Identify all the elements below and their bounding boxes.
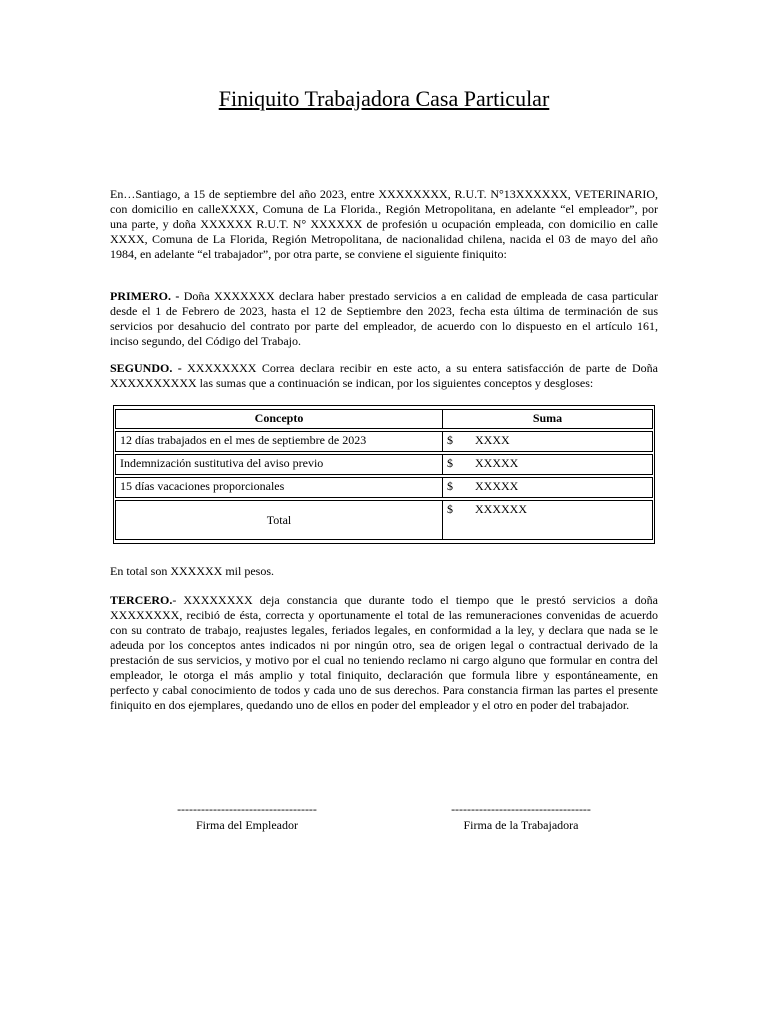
clause-tercero — [110, 593, 658, 713]
document-title: Finiquito Trabajadora Casa Particular — [218, 86, 550, 111]
total-sentence: En total son XXXXXX mil pesos. — [110, 564, 274, 578]
header-concepto: Concepto — [115, 409, 443, 429]
currency-sign: $ — [447, 456, 453, 470]
amount-value: XXXXX — [475, 456, 519, 470]
worker-signature-block — [421, 801, 621, 833]
clause-tercero-label: TERCERO. — [110, 593, 173, 607]
table-row — [115, 477, 653, 498]
table-row — [115, 431, 653, 452]
clause-segundo-label: SEGUNDO. - — [110, 361, 182, 375]
clause-primero-label: PRIMERO. - — [110, 289, 180, 303]
clause-segundo-text: XXXXXXXX Correa declara recibir en este acto, a su entera satisfacción de parte de Doña XXXXXXXXXX las sumas que a continuación se indican, por los siguientes conceptos y desgloses: — [110, 361, 659, 390]
signature-line: ----------------------------------- — [451, 802, 591, 816]
concepts-table — [115, 407, 653, 542]
total-amount-value: XXXXXX — [475, 502, 527, 516]
amount-cell — [443, 454, 653, 475]
worker-signature-label: Firma de la Trabajadora — [463, 818, 579, 832]
concepts-table-frame — [113, 405, 655, 544]
header-suma: Suma — [443, 409, 653, 429]
table-header-row — [115, 409, 653, 429]
signature-line: ----------------------------------- — [177, 802, 317, 816]
total-label-cell: Total — [115, 500, 443, 540]
employer-signature-block — [147, 801, 347, 833]
table-total-row — [115, 500, 653, 540]
currency-sign: $ — [447, 502, 453, 516]
clause-tercero-text: - XXXXXXXX deja constancia que durante todo el tiempo que le prestó servicios a doña XXXXXXXX, recibió de ésta, correcta y oportunamente el total de las remuneraciones convenidas de acuerdo con su contrato de trabajo, reajustes legales, feriados legales, en conformidad a la ley, y declara que nada se le adeuda por los conceptos antes indicados ni por ningún otro, sea de origen legal o contractual derivado de la prestación de sus servicios, y motivo por el cual no teniendo reclamo ni cargo alguno que formular en contra del empleador, le otorga el más amplio y total finiquito, declaración que formula libre y espontáneamente, en perfecto y cabal conocimiento de todos y cada uno de sus derechos. Para constancia firman las partes el presente finiquito en dos ejemplares, quedando uno de ellos en poder del empleador y el otro en poder del trabajador. — [110, 593, 658, 712]
clause-primero-text: Doña XXXXXXX declara haber prestado servicios a en calidad de empleada de casa particular desde el 1 de Febrero de 2023, hasta el 12 de Septiembre den 2023, fecha esta última de terminación de sus servicios por desahucio del contrato por parte del empleador, de acuerdo con lo dispuesto en el artículo 161, inciso segundo, del Código del Trabajo. — [110, 289, 658, 348]
employer-signature-label: Firma del Empleador — [196, 818, 298, 832]
amount-value: XXXXX — [475, 479, 519, 493]
clause-segundo — [110, 361, 658, 391]
concept-cell: Indemnización sustitutiva del aviso previo — [115, 454, 443, 475]
table-row — [115, 454, 653, 475]
currency-sign: $ — [447, 433, 453, 447]
amount-cell — [443, 431, 653, 452]
clause-primero — [110, 289, 658, 349]
amount-value: XXXX — [475, 433, 510, 447]
intro-paragraph: En…Santiago, a 15 de septiembre del año 2023, entre XXXXXXXX, R.U.T. N°13XXXXXX, VETERINARIO, con domicilio en calleXXXX, Comuna de La Florida., Región Metropolitana, en adelante “el empleador”, por una parte, y doña XXXXXX R.U.T. N° XXXXXX de profesión u ocupación empleada, con domicilio en calle XXXX, Comuna de La Florida, Región Metropolitana, de nacionalidad chilena, nacida el 03 de mayo del año 1984, en adelante “el trabajador”, por otra parte, se conviene el siguiente finiquito: — [110, 187, 658, 261]
concept-cell: 15 días vacaciones proporcionales — [115, 477, 443, 498]
concept-cell: 12 días trabajados en el mes de septiembre de 2023 — [115, 431, 443, 452]
total-amount-cell — [443, 500, 653, 540]
amount-cell — [443, 477, 653, 498]
currency-sign: $ — [447, 479, 453, 493]
